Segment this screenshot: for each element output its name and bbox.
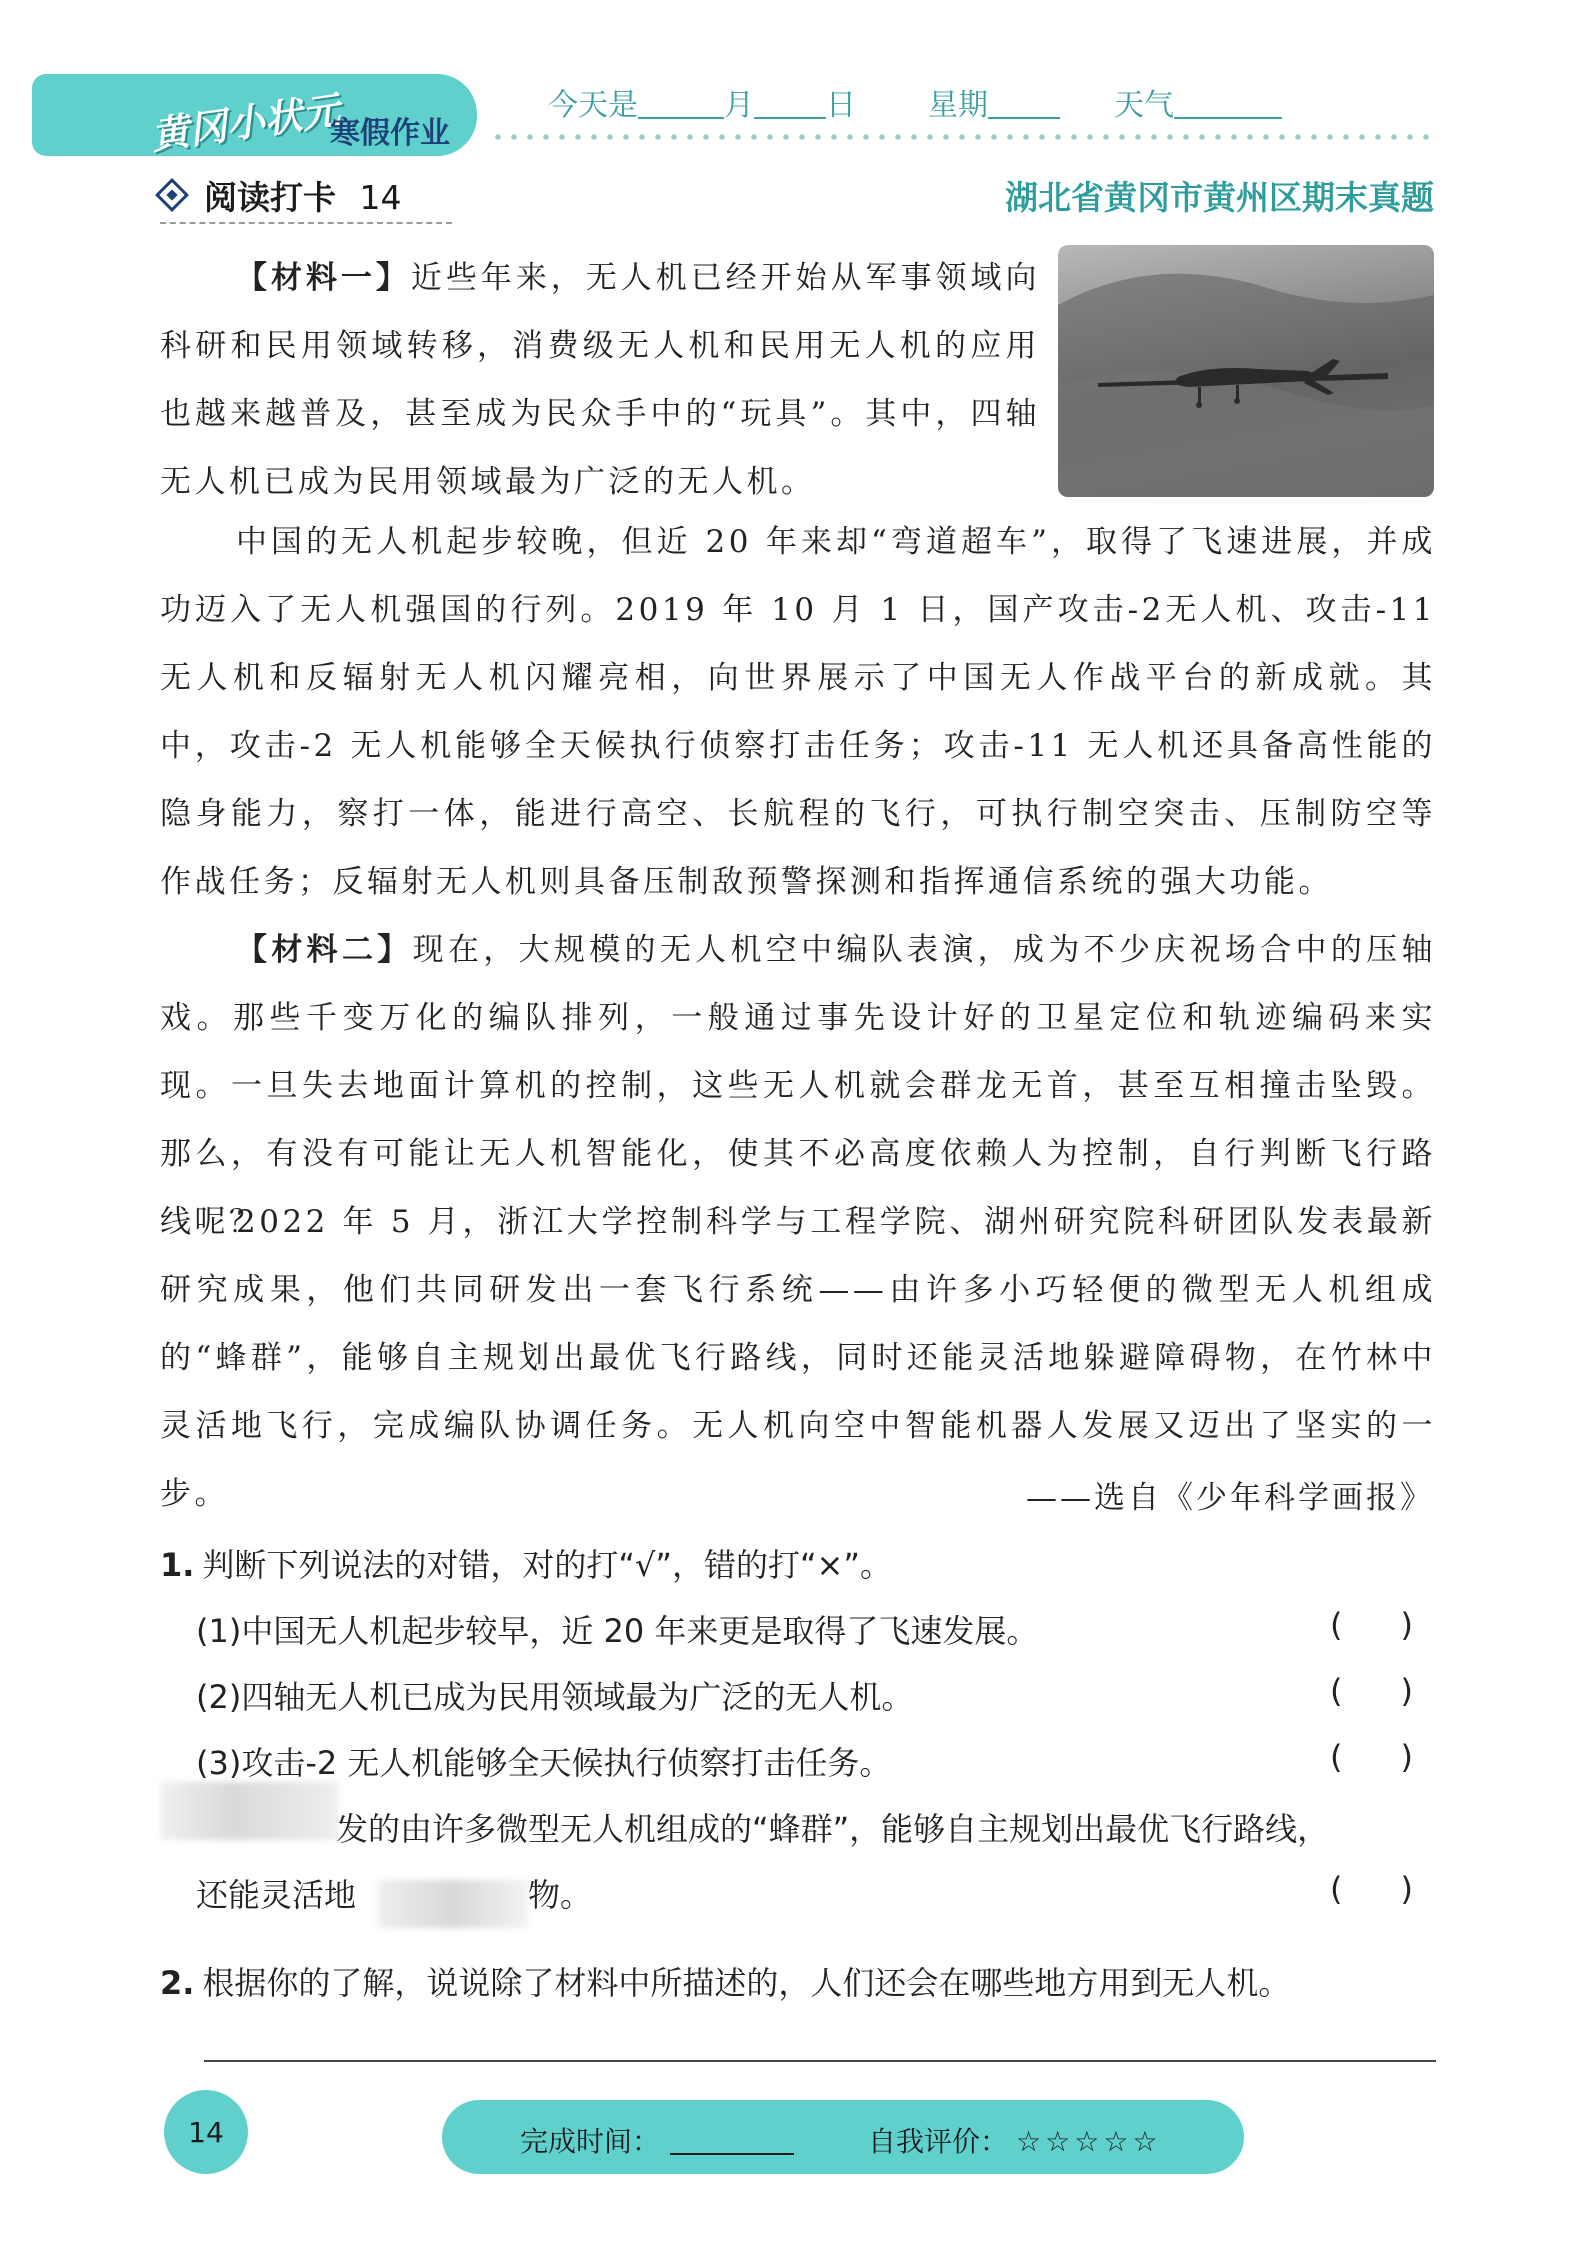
month-blank[interactable] (638, 89, 724, 119)
answer-paren-1[interactable]: () (1330, 1606, 1471, 1644)
completion-time (520, 2120, 794, 2160)
question-1-text: 判断下列说法的对错，对的打“√”，错的打“×”。 (202, 1546, 892, 1584)
source-credit: ——选自《少年科学画报》 (1026, 1480, 1434, 1516)
self-evaluation-label: 自我评价： (868, 2125, 1009, 2158)
redacted-area-2 (378, 1880, 528, 1928)
date-week-label: 星期 (928, 88, 988, 123)
section-title-label: 阅读打卡 (204, 178, 336, 217)
date-today-label: 今天是 (548, 88, 638, 123)
material2-para2: 2022 年 5 月，浙江大学控制科学与工程学院、湖州研究院科研团队发表最新研究成果，他们共同研发出一套飞行系统——由许多小巧轻便的微型无人机组成的“蜂群”，能够自主规划出最优飞行路线，同时还能灵活地躲避障碍物，在竹林中灵活地飞行，完成编队协调任务。无人机向空中智能机器人发展又迈出了坚实的一步。 (160, 1204, 1436, 1512)
q1-item-4-line1: 发的由许多微型无人机组成的“蜂群”，能够自主规划出最优飞行路线， (336, 1810, 1330, 1848)
material2-para1-text: 现在，大规模的无人机空中编队表演，成为不少庆祝场合中的压轴戏。那些千变万化的编队排列，一般通过事先设计好的卫星定位和轨迹编码来实现。一旦失去地面计算机的控制，这些无人机就会群龙无首，甚至互相撞击坠毁。那么，有没有可能让无人机智能化，使其不必高度依赖人为控制，自行判断飞行路线呢？ (160, 932, 1436, 1240)
material2-tag: 【材料二】 (236, 932, 413, 968)
brand-logo: 黄冈小状元 (148, 87, 343, 158)
completion-time-label: 完成时间： (520, 2125, 661, 2158)
q1-item-4-line2-start: 还能灵活地 (196, 1876, 357, 1914)
weather-blank[interactable] (1174, 89, 1282, 119)
question-2 (160, 1958, 1290, 2004)
brand-subtitle: 寒假作业 (330, 116, 450, 151)
q1-item-1: (1)中国无人机起步较早，近 20 年来更是取得了飞速发展。 (196, 1612, 1039, 1650)
material1-tag: 【材料一】 (236, 260, 411, 296)
footer-bar (442, 2100, 1244, 2174)
date-month-label: 月 (724, 88, 754, 123)
section-title (160, 172, 402, 219)
answer-paren-3[interactable]: () (1330, 1738, 1471, 1776)
material1-para2: 中国的无人机起步较晚，但近 20 年来却“弯道超车”，取得了飞速进展，并成功迈入了无人机强国的行列。2019 年 10 月 1 日，国产攻击-2无人机、攻击-11 无人机和反辐射无人机闪耀亮相，向世界展示了中国无人作战平台的新成就。其中，攻击-2 无人机能够全天候执行侦察打击任务；攻击-11 无人机还具备高性能的隐身能力，察打一体，能进行高空、长航程的飞行，可执行制空突击、压制防空等作战任务；反辐射无人机则具备压制敌预警探测和指挥通信系统的强大功能。 (160, 524, 1436, 900)
date-day-label: 日 (826, 88, 856, 123)
q1-item-3: (3)攻击-2 无人机能够全天候执行侦察打击任务。 (196, 1744, 892, 1782)
dotted-rule (490, 134, 1430, 140)
date-weather-label: 天气 (1114, 88, 1174, 123)
page-number-badge (164, 2090, 248, 2174)
answer-paren-2[interactable]: () (1330, 1672, 1471, 1710)
answer-line[interactable] (204, 2060, 1436, 2062)
q1-item-2: (2)四轴无人机已成为民用领域最为广泛的无人机。 (196, 1678, 914, 1716)
date-line (548, 80, 1282, 124)
material1-para1-text: 近些年来，无人机已经开始从军事领域向科研和民用领域转移，消费级无人机和民用无人机的应用也越来越普及，甚至成为民众手中的“玩具”。其中，四轴无人机已成为民用领域最为广泛的无人机。 (160, 260, 1041, 500)
drone-photo-svg (1058, 245, 1434, 497)
source-title: 湖北省黄冈市黄州区期末真题 (1005, 178, 1434, 217)
day-blank[interactable] (754, 89, 826, 119)
q1-item-4-line2-end: 物。 (528, 1876, 593, 1914)
rating-stars-icon[interactable]: ☆☆☆☆☆ (1016, 2125, 1162, 2158)
completion-time-blank[interactable] (670, 2129, 794, 2155)
title-underline (160, 220, 452, 224)
page-number: 14 (188, 2115, 224, 2149)
answer-paren-4[interactable]: () (1330, 1870, 1471, 1908)
self-evaluation (868, 2120, 1162, 2160)
material1-para1 (160, 244, 1040, 516)
question-2-text: 根据你的了解，说说除了材料中所描述的，人们还会在哪些地方用到无人机。 (202, 1964, 1291, 2002)
redacted-area-1 (160, 1782, 338, 1840)
question-2-number: 2. (160, 1964, 195, 2002)
question-1-number: 1. (160, 1546, 195, 1584)
drone-photo (1058, 245, 1434, 497)
week-blank[interactable] (988, 89, 1060, 119)
question-1 (160, 1540, 892, 1586)
section-number: 14 (359, 178, 402, 217)
